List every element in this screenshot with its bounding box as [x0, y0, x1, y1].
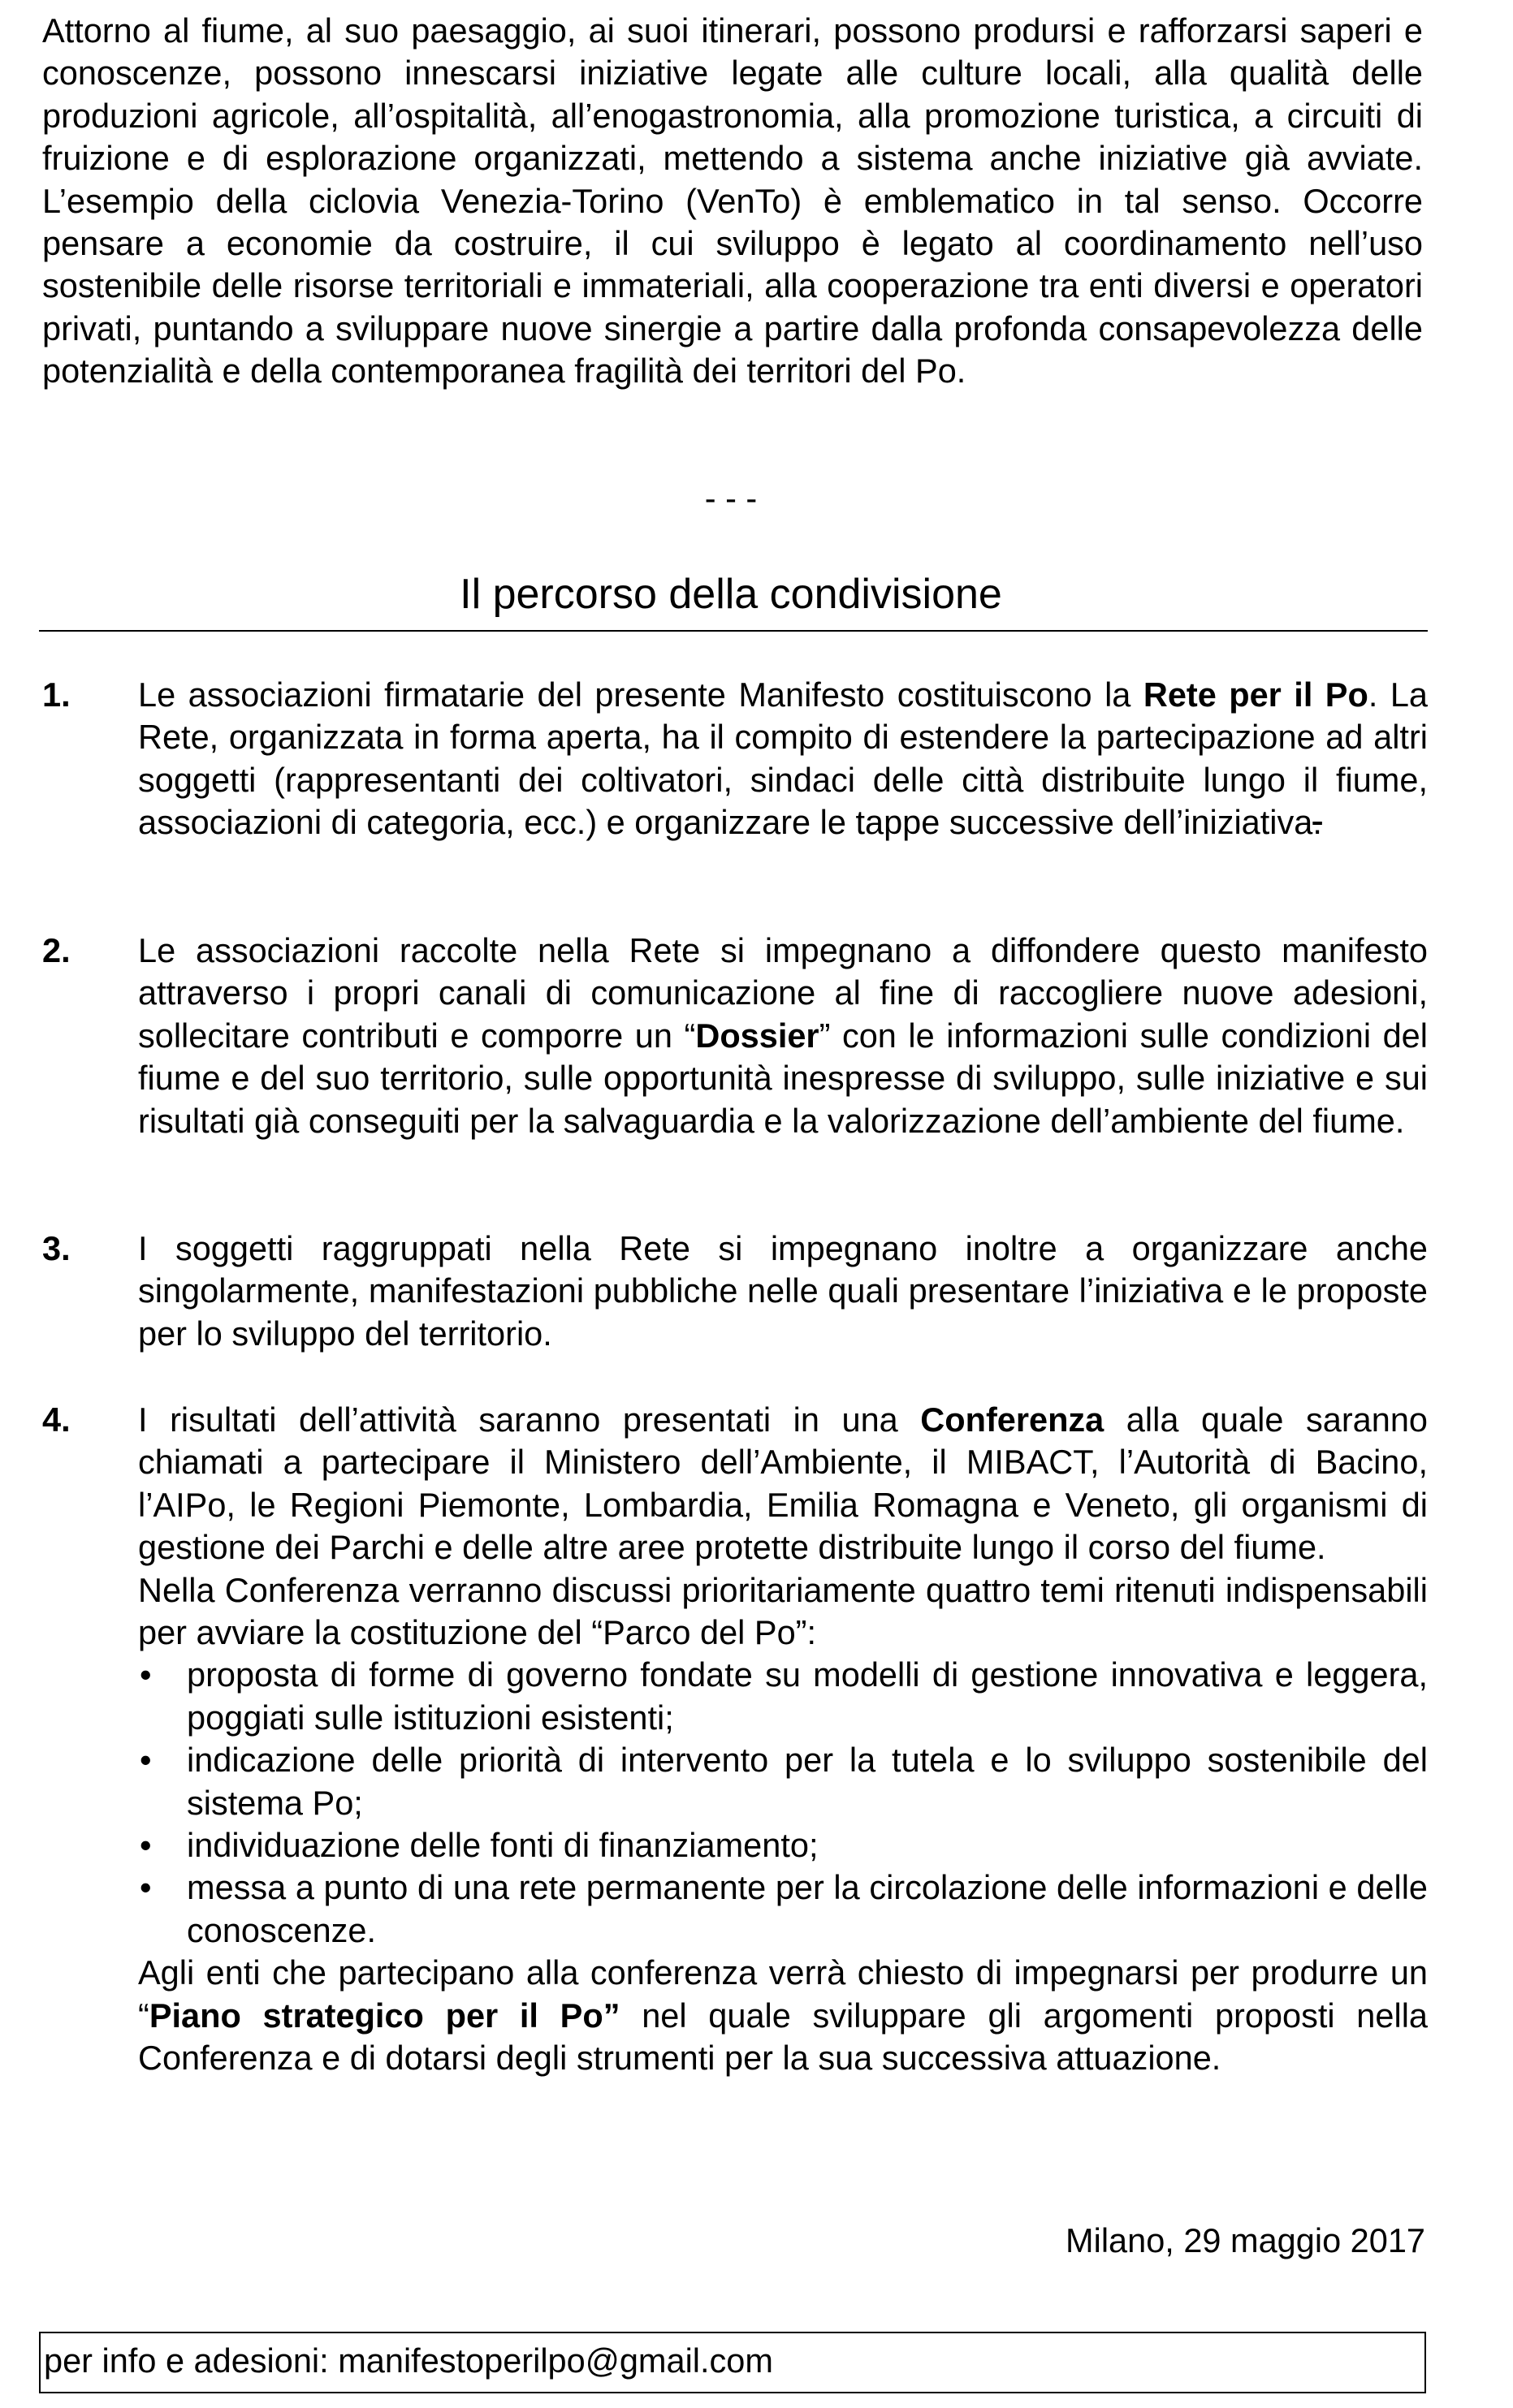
topics-list [138, 1654, 1428, 1952]
section-separator: - - - [704, 479, 758, 517]
intro-paragraph: Attorno al fiume, al suo paesaggio, ai suoi itinerari, possono prodursi e rafforzarsi saperi e conoscenze, possono innescarsi iniziative legate alle culture locali, alla qualità delle produzioni agricole, all’ospitalità, all’enogastronomia, alla promozione turistica, a circuiti di fruizione e di esplorazione organizzati, mettendo a sistema anche iniziative già avviate. L’esempio della ciclovia Venezia-Torino (VenTo) è emblematico in tal senso. Occorre pensare a economie da costruire, il cui sviluppo è legato al coordinamento nell’uso sostenibile delle risorse territoriali e immateriali, alla cooperazione tra enti diversi e operatori privati, puntando a sviluppare nuove sinergie a partire dalla profonda consapevolezza delle potenzialità e della contemporanea fragilità dei territori del Po. [42, 11, 1423, 391]
item-bold-text: Piano strategico per il Po” [149, 1996, 620, 2035]
topic-item [138, 1739, 1428, 1824]
topic-text: messa a punto di una rete permanente per la circolazione delle informazioni e delle conoscenze. [187, 1868, 1428, 1949]
item-text: . La Rete, organizzata in forma aperta, ha il compito di estendere la partecipazione ad altri soggetti (rappresentanti dei coltivatori, sindaci delle città distribuite lungo il fiume, associazioni di categoria, ecc.) e organizzare le tappe successive dell’iniziativa [138, 675, 1428, 842]
item-bold-text: Conferenza [920, 1400, 1104, 1439]
item-paragraph-2: Nella Conferenza verranno discussi prioritariamente quattro temi ritenuti indispensabili per avviare la costituzione del “Parco del Po”: [138, 1570, 1428, 1652]
item-bold-text: Dossier [695, 1016, 819, 1055]
item-content [138, 1228, 1428, 1355]
item-text: ” con le informazioni sulle condizioni del fiume e del suo territorio, sulle opportunità inespresse di sviluppo, sulle iniziative e sui risultati già conseguiti per la salvaguardia e la valorizzazione dell’ambiente del fiume. [138, 1016, 1428, 1140]
topic-text: indicazione delle priorità di intervento per la tutela e lo sviluppo sostenibile del sistema Po; [187, 1741, 1428, 1822]
item-paragraph [138, 674, 1428, 844]
item-text: Agli enti che partecipano alla conferenza verrà chiesto di impegnarsi per produrre un “ [138, 1953, 1428, 2035]
document-date: Milano, 29 maggio 2017 [1066, 2221, 1425, 2259]
item-number: 2. [42, 931, 71, 969]
info-box [39, 2332, 1426, 2393]
topic-text: proposta di forme di governo fondate su modelli di gestione innovativa e leggera, poggiati sulle istituzioni esistenti; [187, 1655, 1428, 1737]
item-content [138, 674, 1428, 844]
item-paragraph-3 [138, 1952, 1428, 2079]
item-text: alla quale saranno chiamati a partecipare il Ministero dell’Ambiente, il MIBACT, l’Autorità di Bacino, l’AIPo, le Regioni Piemonte, Lombardia, Emilia Romagna e Veneto, gli organismi di gestione dei Parchi e delle altre aree protette distribuite lungo il corso del fiume. [138, 1400, 1428, 1567]
struck-text: . [1312, 803, 1322, 842]
item-content [138, 930, 1428, 1142]
item-text: I risultati dell’attività saranno presentati in una [138, 1400, 921, 1439]
item-number: 4. [42, 1400, 71, 1439]
item-text: Le associazioni firmatarie del presente Manifesto costituiscono la [138, 675, 1143, 714]
item-text: nel quale sviluppare gli argomenti proposti nella Conferenza e di dotarsi degli strumenti per la sua successiva attuazione. [138, 1996, 1428, 2078]
item-text: Le associazioni raccolte nella Rete si impegnano a diffondere questo manifesto attraverso i propri canali di comunicazione al fine di raccogliere nuove adesioni, sollecitare contributi e comporre un “ [138, 931, 1428, 1055]
item-content [138, 1399, 1428, 2080]
bullet-icon: • [140, 1868, 152, 1907]
section-title: Il percorso della condivisione [460, 571, 1002, 618]
contact-info: per info e adesioni: manifestoperilpo@gmail.com [44, 2341, 773, 2380]
bullet-icon: • [140, 1741, 152, 1780]
topic-text: individuazione delle fonti di finanziamento; [187, 1826, 819, 1865]
item-paragraph: I soggetti raggruppati nella Rete si impegnano inoltre a organizzare anche singolarmente, manifestazioni pubbliche nelle quali presentare l’iniziativa e le proposte per lo sviluppo del territorio. [138, 1229, 1428, 1353]
title-underline [39, 630, 1428, 632]
bullet-icon: • [140, 1655, 152, 1694]
item-bold-text: Rete per il Po [1143, 675, 1368, 714]
topic-item [138, 1654, 1428, 1739]
item-paragraph [138, 1399, 1428, 1569]
topic-item [138, 1824, 1428, 1866]
item-paragraph [138, 930, 1428, 1142]
item-number: 1. [42, 675, 71, 714]
item-number: 3. [42, 1229, 71, 1267]
bullet-icon: • [140, 1826, 152, 1865]
topic-item [138, 1866, 1428, 1952]
